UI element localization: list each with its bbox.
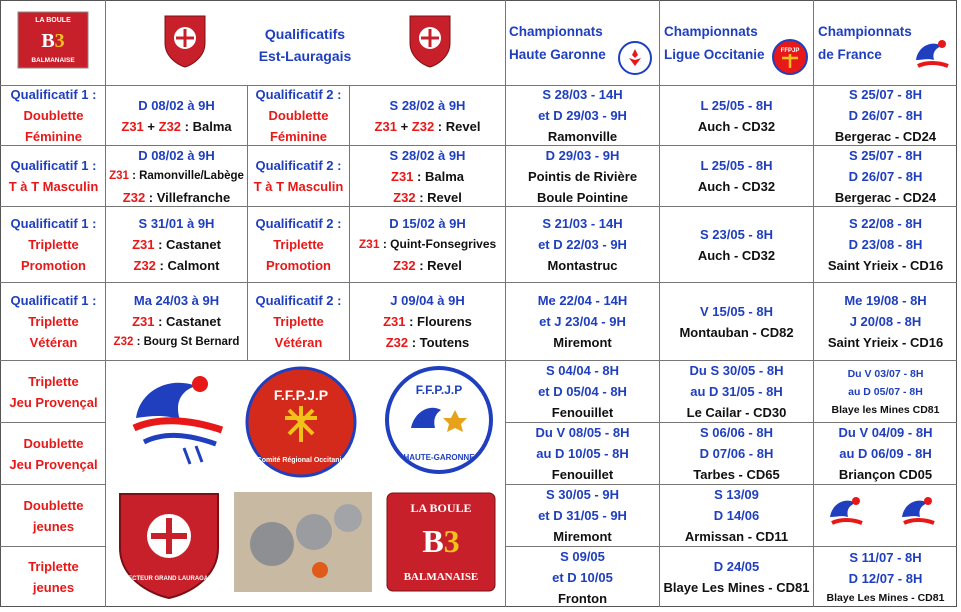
rooster-icon-right [898,495,940,536]
row1-q2-cell: S 28/02 à 9H Z31 + Z32 : Revel [374,97,481,134]
secteur-lauragais-shield [116,490,222,605]
row3-q2-label: Qualificatif 2 : Triplette Promotion [255,216,342,273]
row3-category: Qualificatif 1 : Triplette Promotion [10,216,97,273]
rooster-mini-logo [912,36,954,79]
ffpjp-occitanie-logo [245,366,357,483]
row1-category: Qualificatif 1 : Doublette Féminine [10,87,97,144]
row3-q1-cell: S 31/01 à 9H Z31 : Castanet Z32 : Calmont [132,216,221,273]
row3-lo: S 23/05 - 8H Auch - CD32 [697,226,776,263]
row4-category: Qualificatif 1 : Triplette Vétéran [10,293,97,350]
lower1-category: Triplette Jeu Provençal [9,373,98,410]
row1-hg: S 28/03 - 14H et D 29/03 - 9H Ramonville [538,87,627,144]
svg-text:LA BOULE: LA BOULE [35,17,71,24]
header-ligue-occitanie: Championnats Ligue Occitanie [664,24,765,62]
lower4-hg: S 09/05 et D 10/05 Fronton [552,548,613,606]
svg-text:SECTEUR GRAND LAURAGAIS: SECTEUR GRAND LAURAGAIS [124,576,214,582]
ffpjp-haute-garonne-logo [385,366,493,479]
row1-fr: S 25/07 - 8H D 26/07 - 8H Bergerac - CD24 [834,87,937,144]
svg-text:BALMANAISE: BALMANAISE [31,57,75,64]
lower1-hg: S 04/04 - 8H et D 05/04 - 8H Fenouillet [538,363,627,420]
svg-text:FFPJP: FFPJP [780,48,800,54]
lauragais-shield-logo-left [160,12,210,70]
lower3-lo: S 13/09 D 14/06 Armissan - CD11 [684,487,789,544]
row1-q1-cell: D 08/02 à 9H Z31 + Z32 : Balma [121,97,232,134]
header-qualificatifs-title: Qualificatifs Est-Lauragais [258,26,352,64]
row2-q2-cell: S 28/02 à 9H Z31 : Balma Z32 : Revel [389,147,466,205]
row4-fr: Me 19/08 - 8H J 20/08 - 8H Saint Yrieix - CD16 [827,293,944,350]
row1-q2-label: Qualificatif 2 : Doublette Féminine [255,87,342,144]
svg-text:B3: B3 [41,30,65,52]
lower1-fr: Du V 03/07 - 8H au D 05/07 - 8H Blaye les Mines CD81 [831,367,940,416]
row4-q2-cell: J 09/04 à 9H Z31 : Flourens Z32 : Toutens [383,293,472,350]
svg-text:F.F.P.J.P: F.F.P.J.P [415,383,463,397]
lower2-lo: S 06/06 - 8H D 07/06 - 8H Tarbes - CD65 [693,425,780,482]
lower2-hg: Du V 08/05 - 8H au D 10/05 - 8H Fenouillet [535,425,630,482]
header-haute-garonne: Championnats Haute Garonne [509,24,606,62]
lower1-lo: Du S 30/05 - 8H au D 31/05 - 8H Le Cailar - CD30 [686,363,787,420]
svg-text:Comité Régional Occitanie: Comité Régional Occitanie [256,457,346,464]
row2-category: Qualificatif 1 : T à T Masculin [8,158,99,194]
row1-lo: L 25/05 - 8H Auch - CD32 [697,97,776,134]
lower2-category: Doublette Jeu Provençal [9,435,98,472]
svg-text:BALMANAISE: BALMANAISE [403,571,479,583]
lower2-fr: Du V 04/09 - 8H au D 06/09 - 8H Briançon CD05 [838,425,933,482]
row4-lo: V 15/05 - 8H Montauban - CD82 [679,303,794,340]
haute-garonne-mini-logo [617,40,653,81]
la-boule-balmanaise-logo [11,10,95,70]
row2-lo: L 25/05 - 8H Auch - CD32 [697,158,776,194]
lower4-category: Triplette jeunes [28,559,79,595]
lower4-lo: D 24/05 Blaye Les Mines - CD81 [663,559,810,595]
svg-text:B3: B3 [422,523,460,559]
svg-text:LA BOULE: LA BOULE [410,501,472,515]
row4-hg: Me 22/04 - 14H et J 23/04 - 9H Miremont [537,293,628,350]
header-france: Championnats de France [818,24,912,62]
row2-q1-cell: D 08/02 à 9H Z31 : Ramonville/Labège Z32 : Villefranche [109,147,244,205]
lower4-fr: S 11/07 - 8H D 12/07 - 8H Blaye Les Mines - CD81 [826,550,945,604]
rooster-icon-left [826,495,868,536]
row2-q2-label: Qualificatif 2 : T à T Masculin [253,158,344,194]
row3-fr: S 22/08 - 8H D 23/08 - 8H Saint Yrieix - CD16 [827,216,944,273]
petanque-balls-photo [234,492,372,592]
lauragais-shield-logo-right [405,12,455,70]
row4-q2-label: Qualificatif 2 : Triplette Vétéran [255,293,342,350]
row4-q1-cell: Ma 24/03 à 9H Z31 : Castanet Z32 : Bourg St Bernard [113,293,240,348]
france-rooster-logo [126,368,236,473]
la-boule-balmanaise-big-logo [386,492,496,597]
row2-hg: D 29/03 - 9H Pointis de Rivière Boule Pointine [527,147,638,205]
lower3-category: Doublette jeunes [23,497,84,534]
occitanie-mini-logo [771,38,809,81]
row2-fr: S 25/07 - 8H D 26/07 - 8H Bergerac - CD24 [834,147,937,205]
lower3-hg: S 30/05 - 9H et D 31/05 - 9H Miremont [538,487,627,544]
svg-text:HAUTE-GARONNE: HAUTE-GARONNE [403,453,475,462]
svg-text:F.F.P.J.P: F.F.P.J.P [273,387,329,403]
row3-q2-cell: D 15/02 à 9H Z31 : Quint-Fonsegrives Z32 : Revel [358,216,497,273]
row3-hg: S 21/03 - 14H et D 22/03 - 9H Montastruc [538,216,627,273]
